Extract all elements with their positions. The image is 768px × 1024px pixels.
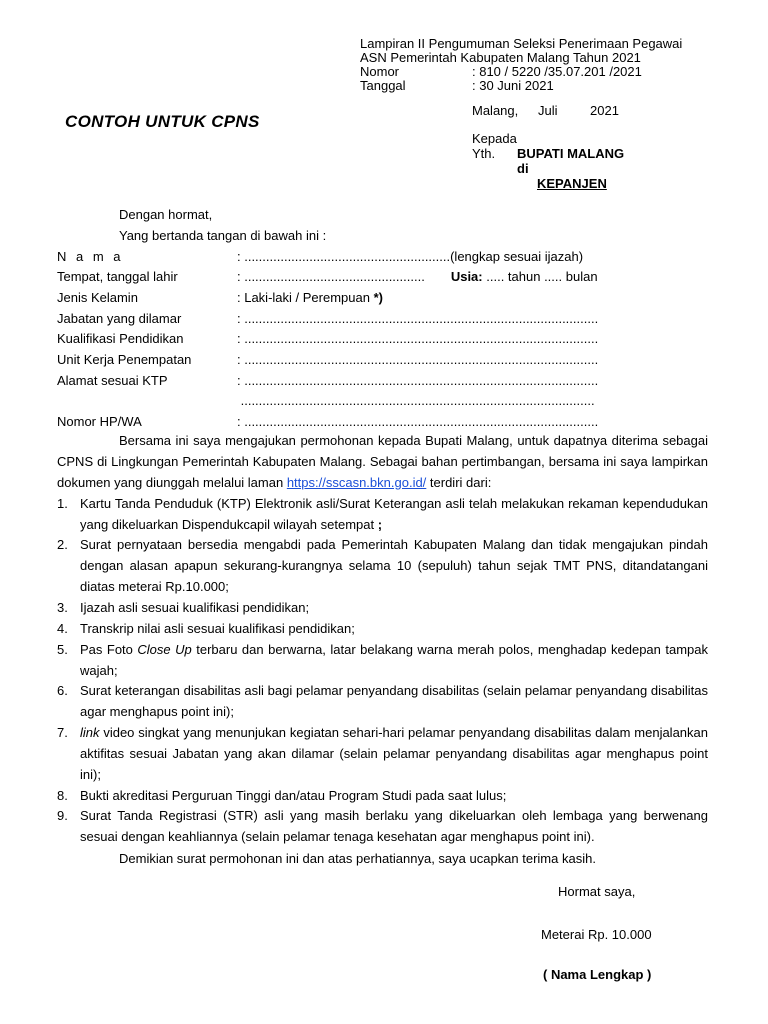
list-item: [57, 535, 708, 597]
list-text: video singkat yang menunjukan kegiatan sehari-hari pelamar penyandang disabilitas dalam menjalankan aktifitas sesuai Jabatan yang akan dilamar (selain pelamar penyandang disabilitas agar menghapus point ini);: [80, 725, 708, 782]
field-value: : .........................................................(lengkap sesuai ijazah): [237, 249, 584, 264]
lampiran-line2: ASN Pemerintah Kabupaten Malang Tahun 2021: [360, 50, 641, 65]
field-alamat-cont: [57, 393, 595, 409]
list-text: Transkrip nilai asli sesuai kualifikasi pendidikan;: [80, 621, 355, 636]
list-text-italic: link: [80, 725, 100, 740]
field-value: ..................................................................................................: [237, 393, 595, 408]
list-number: 6.: [57, 683, 68, 698]
usia-value: ..... tahun ..... bulan: [486, 269, 598, 284]
recipient-block: [472, 131, 624, 191]
list-text-tail: ;: [377, 516, 383, 532]
date-month: Juli: [538, 103, 558, 118]
body-text-end: terdiri dari:: [426, 474, 492, 490]
list-number: 1.: [57, 496, 68, 511]
nomor-value: : 810 / 5220 /35.07.201 /2021: [472, 64, 642, 79]
recipient-line: [472, 146, 624, 161]
field-label: Jenis Kelamin: [57, 290, 138, 305]
recipient-yth: Yth.: [472, 146, 496, 161]
greeting-hormat: Dengan hormat,: [119, 207, 213, 222]
list-text: Kartu Tanda Penduduk (KTP) Elektronik asli/Surat Keterangan asli telah melakukan rekaman kependudukan yang dikeluarkan Dispendukcapil wilayah setempat: [80, 496, 708, 532]
body-text: Bersama ini saya mengajukan permohonan kepada Bupati Malang, untuk dapatnya diterima sebagai CPNS di Lingkungan Pemerintah Kabupaten Malang. Sebagai bahan pertimbangan, bersama ini saya lampirkan dokumen yang diunggah melalui laman: [57, 433, 708, 490]
letter-date: [472, 103, 619, 119]
field-unit-kerja: [57, 352, 598, 368]
sscasn-link[interactable]: https://sscasn.bkn.go.id/: [286, 474, 427, 490]
usia-label: Usia:: [450, 269, 483, 284]
list-number: 8.: [57, 788, 68, 803]
list-number: 3.: [57, 600, 68, 615]
field-value: : ..................................................: [237, 269, 425, 284]
field-jenis-kelamin: [57, 290, 383, 306]
field-label: Alamat sesuai KTP: [57, 373, 168, 388]
field-nomor-hp: [57, 414, 598, 430]
field-label: Kualifikasi Pendidikan: [57, 331, 184, 346]
closing-text: Demikian surat permohonan ini dan atas perhatiannya, saya ucapkan terima kasih.: [119, 851, 596, 866]
field-value: : Laki-laki / Perempuan: [237, 290, 374, 305]
recipient-name: BUPATI MALANG: [517, 146, 625, 161]
lampiran-tanggal: [360, 78, 682, 92]
field-label: Nomor HP/WA: [57, 414, 142, 429]
lampiran-block: [360, 36, 682, 92]
field-value: : ..................................................................................................: [237, 373, 599, 388]
field-note: *): [373, 290, 383, 305]
recipient-place: KEPANJEN: [537, 176, 607, 191]
field-value: : ..................................................................................................: [237, 352, 599, 367]
field-nama: [57, 249, 583, 265]
list-text: Surat pernyataan bersedia mengabdi pada Pemerintah Kabupaten Malang dan tidak mengajukan pindah dengan alasan apapun sekurang-kurangnya selama 10 (sepuluh) tahun sejak TMT PNS, ditandatangani diatas meterai Rp.10.000;: [80, 537, 708, 594]
field-kualifikasi: [57, 331, 598, 347]
lampiran-line1: Lampiran II Pengumuman Seleksi Penerimaan Pegawai: [360, 36, 683, 51]
signature-name: ( Nama Lengkap ): [543, 967, 652, 982]
body-paragraph: [57, 431, 708, 493]
field-alamat: [57, 373, 598, 389]
recipient-kepada: Kepada: [472, 131, 517, 146]
document-title: CONTOH UNTUK CPNS: [65, 112, 260, 131]
field-ttl: [57, 269, 598, 285]
list-item: [57, 640, 708, 682]
list-item: [57, 723, 708, 785]
field-label: Jabatan yang dilamar: [57, 311, 182, 326]
list-text-italic: Close Up: [137, 642, 192, 657]
list-number: 2.: [57, 537, 68, 552]
list-number: 5.: [57, 642, 68, 657]
list-text: Surat Tanda Registrasi (STR) asli yang masih berlaku yang dikeluarkan oleh lembaga yang berwenang sesuai dengan keahliannya (selain pelamar tenaga kesehatan agar menghapus point ini).: [80, 808, 708, 844]
list-number: 9.: [57, 808, 68, 823]
field-label: Tempat, tanggal lahir: [57, 269, 178, 284]
list-item: [57, 598, 708, 619]
greeting-intro: Yang bertanda tangan di bawah ini :: [119, 228, 327, 243]
list-item: [57, 786, 708, 807]
field-value: : ..................................................................................................: [237, 414, 599, 429]
date-city: Malang,: [472, 103, 519, 118]
date-year: 2021: [590, 103, 619, 118]
list-number: 7.: [57, 725, 68, 740]
list-item: [57, 681, 708, 723]
list-item: [57, 619, 708, 640]
list-text: Ijazah asli sesuai kualifikasi pendidikan;: [80, 600, 310, 615]
nomor-label: Nomor: [360, 64, 400, 79]
field-label: N a m a: [57, 249, 124, 264]
tanggal-label: Tanggal: [360, 78, 406, 93]
recipient-di: di: [517, 161, 529, 176]
field-label: Unit Kerja Penempatan: [57, 352, 192, 367]
list-text-pre: Pas Foto: [80, 642, 138, 657]
field-jabatan: [57, 311, 598, 327]
list-item: [57, 494, 708, 536]
field-value: : ..................................................................................................: [237, 311, 599, 326]
list-item: [57, 806, 708, 848]
list-number: 4.: [57, 621, 68, 636]
list-text: Bukti akreditasi Perguruan Tinggi dan/atau Program Studi pada saat lulus;: [80, 788, 507, 803]
tanggal-value: : 30 Juni 2021: [472, 78, 554, 93]
signature-hormat: Hormat saya,: [558, 884, 636, 899]
lampiran-nomor: [360, 64, 682, 78]
field-value: : ..................................................................................................: [237, 331, 599, 346]
list-text: terbaru dan berwarna, latar belakang warna merah polos, menghadap kedepan tampak wajah;: [80, 642, 708, 678]
signature-meterai: Meterai Rp. 10.000: [541, 927, 652, 942]
list-text: Surat keterangan disabilitas asli bagi pelamar penyandang disabilitas (selain pelamar penyandang disabilitas agar menghapus point ini);: [80, 683, 708, 719]
